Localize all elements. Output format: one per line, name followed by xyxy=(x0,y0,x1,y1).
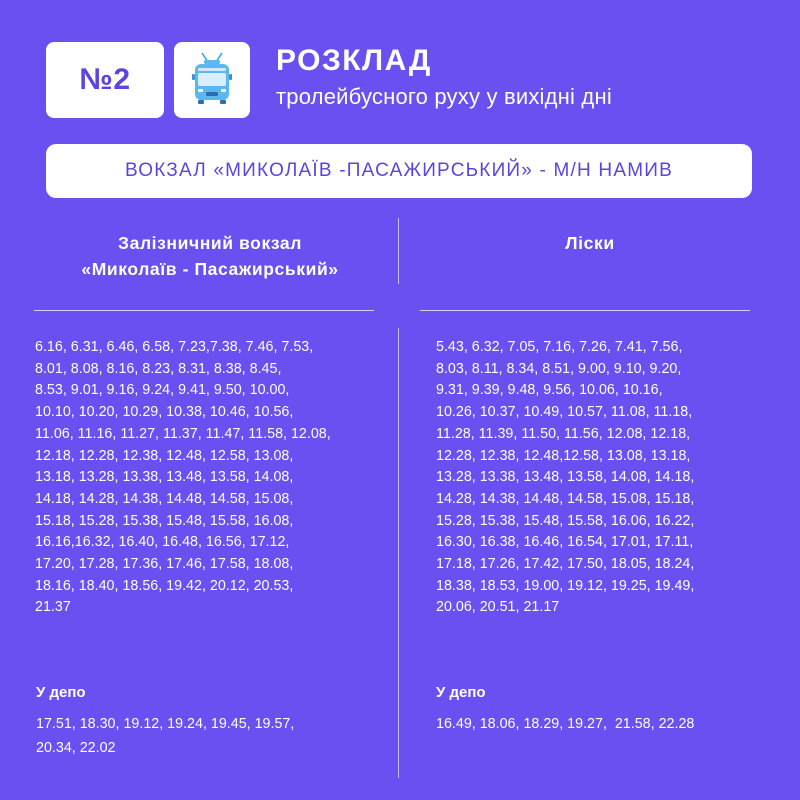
right-heading-rule xyxy=(420,310,750,311)
time-line: 16.30, 16.38, 16.46, 16.54, 17.01, 17.11, xyxy=(436,534,694,551)
left-heading-line1: Залізничний вокзал xyxy=(118,233,302,253)
time-line: 13.28, 13.38, 13.48, 13.58, 14.08, 14.18, xyxy=(436,469,695,486)
route-name: ВОКЗАЛ «МИКОЛАЇВ -ПАСАЖИРСЬКИЙ» - М/Н НАМИВ xyxy=(125,160,673,181)
time-line: 11.28, 11.39, 11.50, 11.56, 12.08, 12.18, xyxy=(436,425,691,442)
column-divider-bottom xyxy=(398,328,399,778)
time-line: 8.03, 8.11, 8.34, 8.51, 9.00, 9.10, 9.20, xyxy=(436,360,682,377)
right-heading: Ліски xyxy=(565,233,615,253)
right-column-heading xyxy=(400,230,780,256)
time-line: 18.38, 18.53, 19.00, 19.12, 19.25, 19.49, xyxy=(436,577,695,594)
time-line: 12.18, 12.28, 12.38, 12.48, 12.58, 13.08, xyxy=(35,447,294,464)
route-number-badge xyxy=(46,42,164,118)
time-line: 15.18, 15.28, 15.38, 15.48, 15.58, 16.08, xyxy=(35,512,294,529)
time-line: 8.53, 9.01, 9.16, 9.24, 9.41, 9.50, 10.00, xyxy=(35,382,290,399)
depot-time-line: 16.49, 18.06, 18.29, 19.27, 21.58, 22.28 xyxy=(436,716,695,732)
page-subtitle: тролейбусного руху у вихідні дні xyxy=(276,84,612,109)
time-line: 18.16, 18.40, 18.56, 19.42, 20.12, 20.53, xyxy=(35,577,294,594)
time-line: 10.10, 10.20, 10.29, 10.38, 10.46, 10.56, xyxy=(35,404,294,421)
time-line: 9.31, 9.39, 9.48, 9.56, 10.06, 10.16, xyxy=(436,382,663,399)
time-line: 14.28, 14.38, 14.48, 14.58, 15.08, 15.18, xyxy=(436,490,695,507)
right-depot-heading: У депо xyxy=(436,684,486,701)
route-number: №2 xyxy=(79,63,131,96)
left-depot-times xyxy=(36,712,388,760)
trolleybus-icon xyxy=(182,50,242,110)
trolleybus-icon-box xyxy=(174,42,250,118)
right-depot-times xyxy=(436,712,776,736)
time-line: 14.18, 14.28, 14.38, 14.48, 14.58, 15.08, xyxy=(35,490,294,507)
depot-time-line: 20.34, 22.02 xyxy=(36,740,116,756)
time-line: 10.26, 10.37, 10.49, 10.57, 11.08, 11.18, xyxy=(436,404,693,421)
depot-time-line: 17.51, 18.30, 19.12, 19.24, 19.45, 19.57, xyxy=(36,716,295,732)
right-times xyxy=(436,337,766,619)
left-column-heading xyxy=(20,230,400,282)
time-line: 17.18, 17.26, 17.42, 17.50, 18.05, 18.24, xyxy=(436,556,695,573)
time-line: 21.37 xyxy=(35,599,71,616)
time-line: 5.43, 6.32, 7.05, 7.16, 7.26, 7.41, 7.56, xyxy=(436,339,683,355)
left-heading-rule xyxy=(34,310,374,311)
route-banner xyxy=(46,144,752,198)
time-line: 16.16,16.32, 16.40, 16.48, 16.56, 17.12, xyxy=(35,534,290,551)
time-line: 8.01, 8.08, 8.16, 8.23, 8.31, 8.38, 8.45, xyxy=(35,360,282,377)
left-times xyxy=(35,337,387,619)
page-title: РОЗКЛАД xyxy=(276,44,432,77)
time-line: 12.28, 12.38, 12.48,12.58, 13.08, 13.18, xyxy=(436,447,691,464)
time-line: 15.28, 15.38, 15.48, 15.58, 16.06, 16.22, xyxy=(436,512,695,529)
time-line: 6.16, 6.31, 6.46, 6.58, 7.23,7.38, 7.46, 7.53, xyxy=(35,339,314,355)
time-line: 20.06, 20.51, 21.17 xyxy=(436,599,560,616)
time-line: 11.06, 11.16, 11.27, 11.37, 11.47, 11.58, 12.08, xyxy=(35,425,331,442)
left-depot-heading: У депо xyxy=(36,684,86,701)
time-line: 17.20, 17.28, 17.36, 17.46, 17.58, 18.08, xyxy=(35,556,294,573)
left-heading-line2: «Миколаїв - Пасажирський» xyxy=(81,259,339,279)
time-line: 13.18, 13.28, 13.38, 13.48, 13.58, 14.08, xyxy=(35,469,294,486)
